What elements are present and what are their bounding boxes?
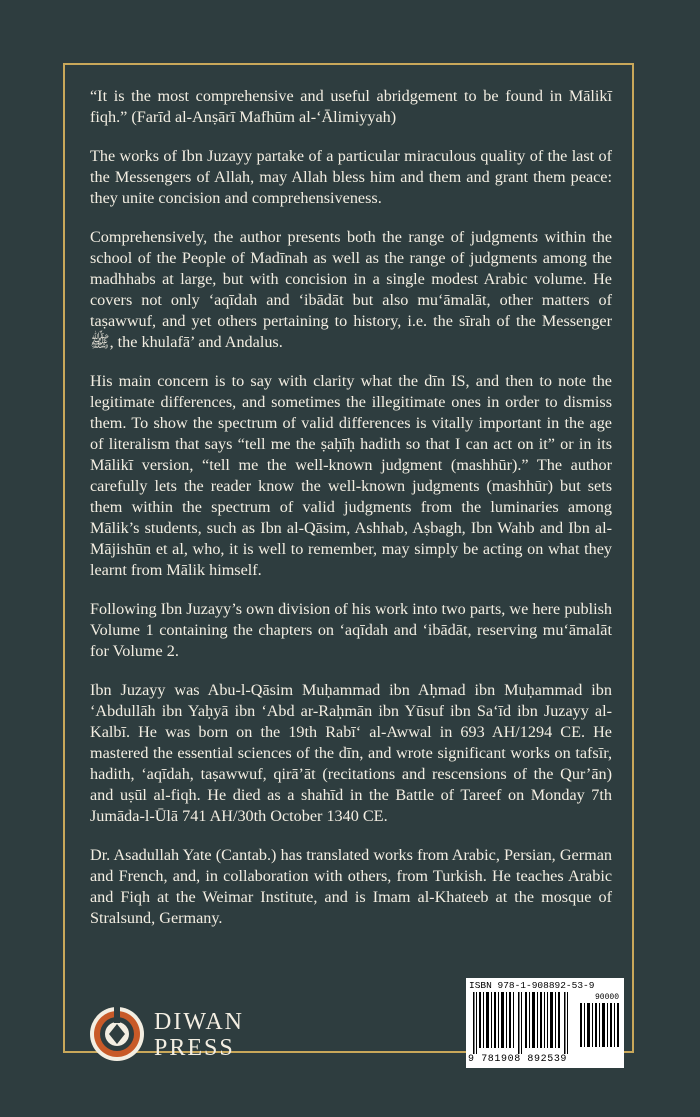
concern-paragraph: His main concern is to say with clarity what the dīn IS, and then to note the legitimate differences, and sometimes the illegitimate ones in order to dismiss them. To show the spectrum of valid differences is vitally important in the age of literalism that says “tell me the ṣaḥīḥ hadith so that I can act on it” or in its Mālikī version, “tell me the well-known judgment (mashhūr).” The author carefully lets the reader know the well-known judgments (mashhūr) but sets them within the spectrum of valid judgments from the luminaries among Mālik’s students, such as Ibn al-Qāsim, Ashhab, Aṣbagh, Ibn Wahb and Ibn al-Mājishūn et al, who, it is well to remember, may simply be acting on what they learnt from Mālik himself.: [90, 372, 612, 579]
scope-paragraph: Comprehensively, the author presents both the range of judgments within the school of the People of Madīnah as well as the range of judgments among the madhhabs at large, but with concision in a single modest Arabic volume. He covers not only ‘aqīdah and ‘ibādāt but also mu‘āmalāt, other matters of taṣawwuf, and yet others pertaining to history, i.e. the sīrah of the Messenger ﷺ, the khulafā’ and Andalus.: [90, 228, 612, 351]
volume-paragraph: Following Ibn Juzayy’s own division of his work into two parts, we here publish Volume 1 containing the chapters on ‘aqīdah and ‘ibādāt, reserving mu‘āmalāt for Volume 2.: [90, 600, 612, 660]
intro-paragraph: The works of Ibn Juzayy partake of a particular miraculous quality of the last of the Messengers of Allah, may Allah bless him and them and grant them peace: they unite concision and comprehensiveness.: [90, 147, 612, 207]
price-code: 90000: [594, 993, 619, 1002]
back-cover-text: [90, 86, 612, 947]
publisher-name-line2: PRESS: [154, 1035, 235, 1061]
main-barcode-bars: [469, 992, 577, 1054]
price-barcode-bars: [580, 1003, 620, 1047]
barcode-digits: 9 781908 892539: [468, 1054, 568, 1065]
publisher-name-line1: DIWAN: [154, 1009, 244, 1035]
author-bio-paragraph: Ibn Juzayy was Abu-l-Qāsim Muḥammad ibn Aḥmad ibn Muḥammad ibn ‘Abdullāh ibn Yaḥyā ibn ‘Abd ar-Raḥmān ibn Yūsuf ibn Sa‘īd ibn Juzayy al-Kalbī. He was born on the 19th Rabī‘ al-Awwal in 693 AH/1294 CE. He mastered the essential sciences of the dīn, and wrote significant works on tafsīr, hadith, ‘aqīdah, taṣawwuf, qirā’āt (recitations and rescensions of the Qur’ān) and uṣūl al-fiqh. He died as a shahīd in the Battle of Tareef on Monday 7th Jumāda-l-Ūlā 741 AH/30th October 1340 CE.: [90, 681, 612, 825]
isbn-label: ISBN 978-1-908892-53-9: [469, 980, 595, 991]
isbn-barcode: [466, 978, 624, 1068]
quote-paragraph: “It is the most comprehensive and useful abridgement to be found in Mālikī fiqh.” (Farīd al-Anṣārī Mafhūm al-‘Ālimiyyah): [90, 87, 612, 126]
diwan-emblem-icon: [88, 1005, 146, 1063]
publisher-logo: [88, 1005, 288, 1069]
translator-bio-paragraph: Dr. Asadullah Yate (Cantab.) has translated works from Arabic, Persian, German and French, and, in collaboration with others, from Turkish. He teaches Arabic and Fiqh at the Weimar Institute, and is Imam al-Khateeb at the mosque of Stralsund, Germany.: [90, 846, 612, 927]
